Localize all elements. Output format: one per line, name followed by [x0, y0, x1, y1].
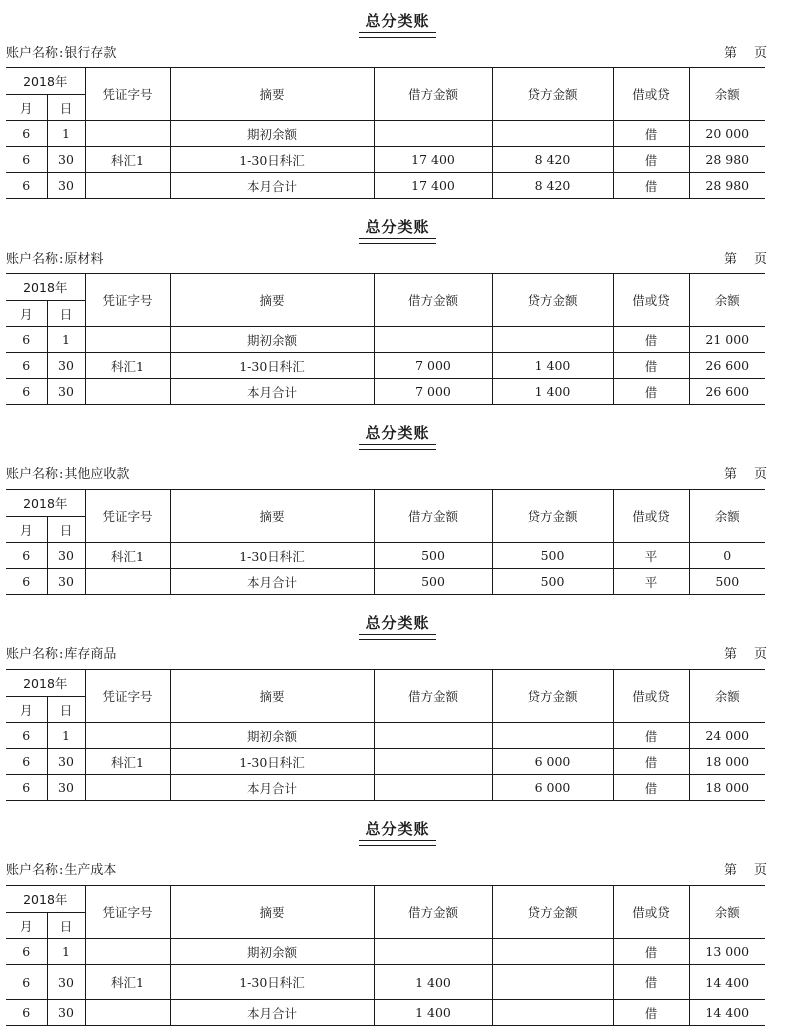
header-year: 2018年	[6, 490, 85, 517]
cell-balance: 24 000	[689, 723, 765, 749]
cell-credit: 6 000	[492, 775, 613, 801]
header-summary: 摘要	[170, 274, 374, 327]
page-prefix: 第	[724, 252, 738, 267]
cell-voucher	[85, 121, 170, 147]
cell-day: 30	[47, 775, 85, 801]
ledger-table	[6, 67, 765, 199]
header-day: 日	[47, 517, 85, 543]
header-year: 2018年	[6, 670, 85, 697]
page-suffix: 页	[754, 467, 768, 482]
cell-day: 30	[47, 1000, 85, 1026]
header-voucher: 凭证字号	[85, 670, 170, 723]
cell-voucher: 科汇1	[85, 749, 170, 775]
cell-day: 30	[47, 147, 85, 173]
ledger-row	[6, 327, 765, 353]
header-day: 日	[47, 95, 85, 121]
header-voucher: 凭证字号	[85, 886, 170, 939]
account-name-value: 库存商品	[64, 647, 117, 662]
header-year: 2018年	[6, 68, 85, 95]
cell-balance: 14 400	[689, 1000, 765, 1026]
header-row	[6, 490, 765, 517]
ledger-row	[6, 569, 765, 595]
header-month: 月	[6, 697, 47, 723]
cell-month: 6	[6, 379, 47, 405]
cell-day: 1	[47, 723, 85, 749]
ledger-row	[6, 121, 765, 147]
header-day: 日	[47, 697, 85, 723]
cell-day: 30	[47, 379, 85, 405]
cell-month: 6	[6, 723, 47, 749]
header-row	[6, 274, 765, 301]
cell-credit: 500	[492, 543, 613, 569]
header-dr-cr: 借或贷	[613, 886, 689, 939]
page-suffix: 页	[754, 863, 768, 878]
cell-debit: 17 400	[374, 173, 492, 199]
cell-credit: 1 400	[492, 353, 613, 379]
header-month: 月	[6, 517, 47, 543]
cell-credit	[492, 939, 613, 965]
cell-voucher	[85, 327, 170, 353]
cell-day: 30	[47, 543, 85, 569]
cell-dr-cr: 借	[613, 379, 689, 405]
cell-debit: 500	[374, 543, 492, 569]
cell-day: 1	[47, 939, 85, 965]
header-year: 2018年	[6, 886, 85, 913]
ledger-row	[6, 749, 765, 775]
account-name-value: 银行存款	[64, 46, 117, 61]
ledger-title	[0, 612, 795, 633]
cell-dr-cr: 借	[613, 965, 689, 1000]
page-number-label	[724, 859, 767, 878]
cell-voucher	[85, 723, 170, 749]
header-dr-cr: 借或贷	[613, 670, 689, 723]
page-prefix: 第	[724, 863, 738, 878]
header-balance: 余额	[689, 490, 765, 543]
header-credit: 贷方金额	[492, 886, 613, 939]
cell-summary: 1-30日科汇	[170, 543, 374, 569]
ledger-title-text: 总分类账	[365, 820, 430, 838]
header-month: 月	[6, 301, 47, 327]
page-suffix: 页	[754, 647, 768, 662]
cell-voucher	[85, 173, 170, 199]
header-year: 2018年	[6, 274, 85, 301]
cell-debit	[374, 749, 492, 775]
cell-credit: 1 400	[492, 379, 613, 405]
cell-month: 6	[6, 569, 47, 595]
header-credit: 贷方金额	[492, 274, 613, 327]
ledger-row	[6, 147, 765, 173]
account-name-separator: :	[59, 467, 64, 482]
page-number-label	[724, 463, 767, 482]
cell-balance: 18 000	[689, 775, 765, 801]
cell-balance: 0	[689, 543, 765, 569]
header-credit: 贷方金额	[492, 490, 613, 543]
ledger-row	[6, 775, 765, 801]
cell-debit	[374, 121, 492, 147]
cell-voucher: 科汇1	[85, 965, 170, 1000]
header-day: 日	[47, 913, 85, 939]
cell-dr-cr: 借	[613, 749, 689, 775]
cell-day: 30	[47, 749, 85, 775]
cell-summary: 本月合计	[170, 379, 374, 405]
header-debit: 借方金额	[374, 68, 492, 121]
cell-month: 6	[6, 1000, 47, 1026]
cell-credit: 500	[492, 569, 613, 595]
cell-dr-cr: 借	[613, 173, 689, 199]
cell-voucher	[85, 1000, 170, 1026]
cell-balance: 500	[689, 569, 765, 595]
account-name-label: 账户名称	[6, 46, 59, 61]
ledger-title-text: 总分类账	[365, 12, 430, 30]
page-number-label	[724, 248, 767, 267]
page-suffix: 页	[754, 252, 768, 267]
page-suffix: 页	[754, 46, 768, 61]
cell-month: 6	[6, 939, 47, 965]
cell-day: 1	[47, 121, 85, 147]
cell-balance: 28 980	[689, 147, 765, 173]
header-dr-cr: 借或贷	[613, 490, 689, 543]
cell-balance: 20 000	[689, 121, 765, 147]
ledger-title-text: 总分类账	[365, 614, 430, 632]
header-summary: 摘要	[170, 68, 374, 121]
ledger-title-text: 总分类账	[365, 424, 430, 442]
ledger-table	[6, 669, 765, 801]
header-month: 月	[6, 913, 47, 939]
cell-summary: 1-30日科汇	[170, 749, 374, 775]
cell-balance: 21 000	[689, 327, 765, 353]
header-summary: 摘要	[170, 490, 374, 543]
header-debit: 借方金额	[374, 490, 492, 543]
account-name-label: 账户名称	[6, 647, 59, 662]
cell-month: 6	[6, 965, 47, 1000]
cell-debit: 1 400	[374, 965, 492, 1000]
cell-balance: 14 400	[689, 965, 765, 1000]
header-credit: 贷方金额	[492, 670, 613, 723]
cell-balance: 18 000	[689, 749, 765, 775]
cell-voucher: 科汇1	[85, 353, 170, 379]
cell-debit	[374, 327, 492, 353]
cell-voucher	[85, 775, 170, 801]
header-row	[6, 886, 765, 913]
header-dr-cr: 借或贷	[613, 68, 689, 121]
header-balance: 余额	[689, 274, 765, 327]
page-number-label	[724, 643, 767, 662]
account-name-line	[6, 463, 129, 482]
account-name-value: 其他应收款	[64, 467, 130, 482]
ledger-row	[6, 1000, 765, 1026]
header-month: 月	[6, 95, 47, 121]
cell-debit: 17 400	[374, 147, 492, 173]
account-name-label: 账户名称	[6, 467, 59, 482]
cell-summary: 本月合计	[170, 569, 374, 595]
cell-month: 6	[6, 775, 47, 801]
header-balance: 余额	[689, 68, 765, 121]
cell-dr-cr: 借	[613, 353, 689, 379]
ledger-table	[6, 489, 765, 595]
cell-month: 6	[6, 749, 47, 775]
cell-debit: 1 400	[374, 1000, 492, 1026]
cell-credit	[492, 121, 613, 147]
cell-voucher: 科汇1	[85, 147, 170, 173]
header-debit: 借方金额	[374, 274, 492, 327]
cell-dr-cr: 借	[613, 775, 689, 801]
cell-summary: 期初余额	[170, 327, 374, 353]
ledger-table	[6, 885, 765, 1026]
cell-credit	[492, 1000, 613, 1026]
page-prefix: 第	[724, 647, 738, 662]
account-name-value: 生产成本	[64, 863, 117, 878]
account-name-line	[6, 248, 103, 267]
page-prefix: 第	[724, 467, 738, 482]
header-dr-cr: 借或贷	[613, 274, 689, 327]
account-name-separator: :	[59, 863, 64, 878]
cell-balance: 28 980	[689, 173, 765, 199]
account-name-separator: :	[59, 252, 64, 267]
header-day: 日	[47, 301, 85, 327]
header-voucher: 凭证字号	[85, 68, 170, 121]
ledger-row	[6, 173, 765, 199]
cell-balance: 26 600	[689, 379, 765, 405]
cell-voucher	[85, 379, 170, 405]
cell-month: 6	[6, 543, 47, 569]
cell-summary: 本月合计	[170, 1000, 374, 1026]
account-name-separator: :	[59, 647, 64, 662]
cell-dr-cr: 借	[613, 1000, 689, 1026]
cell-dr-cr: 借	[613, 147, 689, 173]
cell-day: 30	[47, 173, 85, 199]
cell-summary: 本月合计	[170, 173, 374, 199]
cell-summary: 期初余额	[170, 121, 374, 147]
cell-month: 6	[6, 147, 47, 173]
cell-voucher	[85, 939, 170, 965]
cell-dr-cr: 借	[613, 121, 689, 147]
header-balance: 余额	[689, 670, 765, 723]
ledger-row	[6, 379, 765, 405]
ledger-title-text: 总分类账	[365, 218, 430, 236]
account-name-line	[6, 643, 116, 662]
account-name-label: 账户名称	[6, 252, 59, 267]
account-name-separator: :	[59, 46, 64, 61]
cell-credit: 8 420	[492, 173, 613, 199]
cell-dr-cr: 借	[613, 327, 689, 353]
ledger-title	[0, 10, 795, 31]
cell-balance: 13 000	[689, 939, 765, 965]
cell-day: 30	[47, 569, 85, 595]
cell-summary: 1-30日科汇	[170, 147, 374, 173]
cell-debit: 500	[374, 569, 492, 595]
cell-debit: 7 000	[374, 379, 492, 405]
page-number-label	[724, 42, 767, 61]
cell-dr-cr: 平	[613, 543, 689, 569]
cell-debit: 7 000	[374, 353, 492, 379]
ledger-table	[6, 273, 765, 405]
ledger-row	[6, 353, 765, 379]
cell-month: 6	[6, 353, 47, 379]
header-voucher: 凭证字号	[85, 490, 170, 543]
account-name-line	[6, 42, 116, 61]
header-row	[6, 670, 765, 697]
cell-day: 30	[47, 353, 85, 379]
cell-day: 30	[47, 965, 85, 1000]
header-debit: 借方金额	[374, 670, 492, 723]
account-name-value: 原材料	[64, 252, 104, 267]
cell-voucher	[85, 569, 170, 595]
ledger-title	[0, 422, 795, 443]
cell-debit	[374, 939, 492, 965]
cell-dr-cr: 平	[613, 569, 689, 595]
cell-summary: 期初余额	[170, 939, 374, 965]
header-summary: 摘要	[170, 886, 374, 939]
cell-credit: 6 000	[492, 749, 613, 775]
cell-balance: 26 600	[689, 353, 765, 379]
cell-credit: 8 420	[492, 147, 613, 173]
cell-debit	[374, 775, 492, 801]
ledger-row	[6, 939, 765, 965]
page-prefix: 第	[724, 46, 738, 61]
cell-credit	[492, 723, 613, 749]
cell-credit	[492, 965, 613, 1000]
header-balance: 余额	[689, 886, 765, 939]
cell-credit	[492, 327, 613, 353]
cell-summary: 期初余额	[170, 723, 374, 749]
header-row	[6, 68, 765, 95]
cell-dr-cr: 借	[613, 939, 689, 965]
ledger-row	[6, 965, 765, 1000]
cell-summary: 1-30日科汇	[170, 353, 374, 379]
ledger-title	[0, 216, 795, 237]
header-voucher: 凭证字号	[85, 274, 170, 327]
cell-month: 6	[6, 121, 47, 147]
account-name-line	[6, 859, 116, 878]
cell-dr-cr: 借	[613, 723, 689, 749]
cell-month: 6	[6, 173, 47, 199]
ledger-title	[0, 818, 795, 839]
cell-voucher: 科汇1	[85, 543, 170, 569]
cell-month: 6	[6, 327, 47, 353]
cell-day: 1	[47, 327, 85, 353]
header-summary: 摘要	[170, 670, 374, 723]
header-credit: 贷方金额	[492, 68, 613, 121]
cell-summary: 1-30日科汇	[170, 965, 374, 1000]
cell-debit	[374, 723, 492, 749]
ledger-row	[6, 543, 765, 569]
cell-summary: 本月合计	[170, 775, 374, 801]
account-name-label: 账户名称	[6, 863, 59, 878]
ledger-row	[6, 723, 765, 749]
header-debit: 借方金额	[374, 886, 492, 939]
